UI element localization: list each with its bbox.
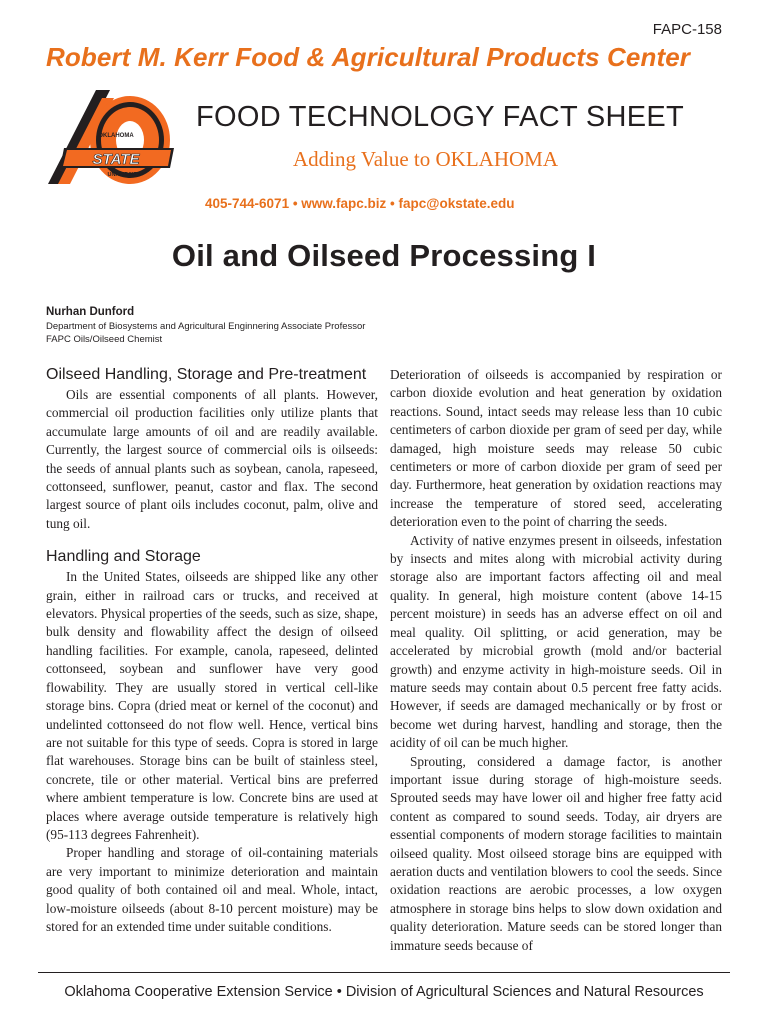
logo-text-main: STATE xyxy=(92,151,140,168)
paragraph: Activity of native enzymes present in oilseeds, infestation by insects and mites along with microbial activity during storage also are important factors affecting oil and meal quality. In general, high moisture content (above 14-15 percent moisture) in seeds has an adverse effect on oil and meal quality. Oil splitting, or acid generation, may be accelerated by microbial growth (mold and/or bacterial growth) and enzyme activity in high-moisture seeds. Oil in mature seeds may contain about 0.5 percent free fatty acids. However, if seeds are damaged mechanically or by frost or become wet during harvest, handling and storage, then the acidity of oil can be much higher. xyxy=(390,532,722,751)
author-department: Department of Biosystems and Agricultural Enginnering Associate Professor xyxy=(46,321,366,332)
logo-text-bottom: UNIVERSITY xyxy=(107,172,141,178)
footer-text: Oklahoma Cooperative Extension Service • Division of Agricultural Sciences and Natural Resources xyxy=(64,984,704,1000)
right-column xyxy=(390,366,722,955)
footer-divider xyxy=(38,972,730,973)
fact-sheet-title: FOOD TECHNOLOGY FACT SHEET xyxy=(196,101,684,133)
author-role: FAPC Oils/Oilseed Chemist xyxy=(46,334,163,345)
contact-line: 405-744-6071 • www.fapc.biz • fapc@okstate.edu xyxy=(205,196,515,211)
tagline: Adding Value to OKLAHOMA xyxy=(293,147,559,171)
paragraph: Deterioration of oilseeds is accompanied by respiration or carbon dioxide evolution and heat generation by oxidation reactions. Sound, intact seeds may release less than 10 cubic centimeters of carbon dioxide per gram of seed per day, while damaged, high moisture seeds may release 50 cubic centimeters or more of carbon dioxide per gram of seed per day. Furthermore, heat generation by oxidation reactions may increase the temperature of stored seed, accelerating deterioration even to the point of charring the seeds. xyxy=(390,367,722,530)
heading-oilseed-handling: Oilseed Handling, Storage and Pre-treatment xyxy=(46,366,367,383)
logo-text-top: OKLAHOMA xyxy=(98,133,134,139)
left-column xyxy=(46,366,378,936)
paragraph: Proper handling and storage of oil-containing materials are very important to minimize deterioration and maintain good quality of both contained oil and meal. Whole, intact, low-moisture oilseeds (about 8-10 percent moisture) may be stored for an extended time under suitable conditions. xyxy=(46,845,378,934)
paragraph: Oils are essential components of all plants. However, commercial oil production facilities only utilize plants that accumulate large amounts of oil and are readily available. Currently, the largest source of commercial oils is oilseeds: the seeds of annual plants such as soybean, canola, rapeseed, cottonseed, sunflower, peanut, castor and flax. The second largest source of plant oils includes coconut, palm, olive and tung oil. xyxy=(46,387,378,531)
osu-logo xyxy=(44,88,178,192)
paragraph: In the United States, oilseeds are shipped like any other grain, either in railroad cars or trucks, and received at elevators. Physical properties of the seeds, such as size, shape, bulk density and flowability affect the design of oilseed handling facilities. For example, canola, rapeseed, delinted cottonseed, soybean and sunflower have very good flowability. They are usually stored in vertical cell-like storage bins. Copra (dried meat or kernel of the coconut) and undelinted cottonseed do not flow well. Hence, vertical bins are not suitable for this type of seeds. Copra is stored in large flat warehouses. Storage bins can be built of stainless steel, concrete, tile or other material. Vertical bins are preferred where ambient temperature is low. Concrete bins are used at places where average outside temperature is relatively high (95-113 degrees Fahrenheit). xyxy=(46,569,378,842)
paragraph: Sprouting, considered a damage factor, is another important issue during storage of high-moisture seeds. Sprouted seeds may have lower oil and higher free fatty acid content as compared to sound seeds. Today, air dryers are essential components of modern storage facilities to maintain oilseed quality. Most oilseed storage bins are equipped with aeration ducts and ventilation blowers to cool the seeds. Since oxidation reactions are aerobic processes, a low oxygen atmosphere in storage bins helps to slow down oxidation and quality deterioration. Mature seeds can be stored longer than immature seeds because of xyxy=(390,753,722,953)
fact-sheet-code: FAPC-158 xyxy=(652,21,722,38)
heading-handling-storage: Handling and Storage xyxy=(46,548,201,566)
author-name: Nurhan Dunford xyxy=(46,306,135,318)
document-title: Oil and Oilseed Processing I xyxy=(171,238,597,273)
center-name: Robert M. Kerr Food & Agricultural Products Center xyxy=(46,42,690,72)
